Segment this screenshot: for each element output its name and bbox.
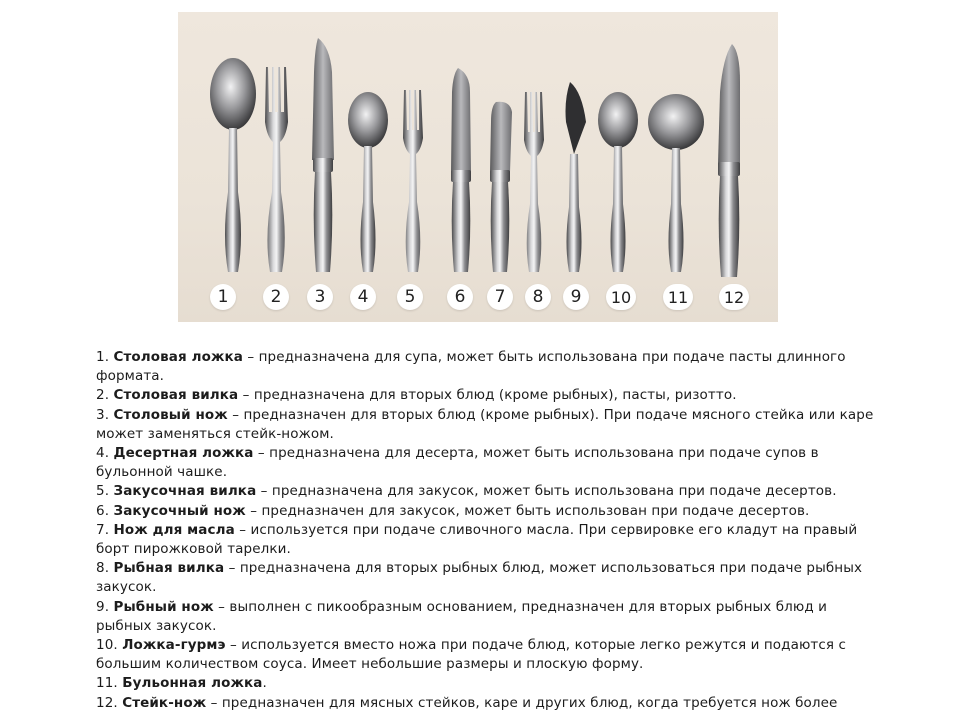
item-description: – используется вместо ножа при подаче блюд, которые легко режутся и подаются с большим количеством соуса. Имеет небольшие размеры и плоскую форму. — [96, 637, 847, 673]
list-item — [96, 559, 886, 597]
number-label: 9 — [563, 284, 589, 310]
item-name: Закусочная вилка — [113, 483, 257, 500]
item-number: 3. — [96, 406, 110, 423]
number-label: 3 — [307, 284, 333, 310]
item-number: 9. — [96, 598, 110, 615]
item-description: – предназначена для закусок, может быть использована при подаче десертов. — [256, 483, 837, 500]
list-item — [96, 444, 886, 482]
item-number: 5. — [96, 483, 110, 500]
number-label: 4 — [350, 284, 376, 310]
item-description: – предназначена для десерта, может быть использована при подаче супов в бульонной чашке. — [96, 445, 819, 481]
item-name: Десертная ложка — [113, 445, 254, 462]
item-description: – предназначен для вторых блюд (кроме рыбных). При подаче мясного стейка или каре может заменяться стейк-ножом. — [96, 406, 874, 442]
number-label: 10 — [606, 284, 636, 310]
item-description: – предназначена для вторых рыбных блюд, может использоваться при подаче рыбных закусок. — [96, 560, 863, 596]
number-label: 8 — [525, 284, 551, 310]
list-item — [96, 694, 886, 713]
number-label: 6 — [447, 284, 473, 310]
item-number: 11. — [96, 675, 118, 692]
cutlery-photo — [178, 12, 778, 322]
item-name: Столовая вилка — [113, 387, 239, 404]
item-name: Бульонная ложка — [122, 675, 263, 692]
item-description: – предназначена для вторых блюд (кроме рыбных), пасты, ризотто. — [238, 387, 737, 404]
list-item — [96, 502, 886, 521]
list-item — [96, 636, 886, 674]
item-name: Стейк-нож — [122, 694, 207, 711]
item-name: Рыбный нож — [113, 598, 214, 615]
number-label: 12 — [719, 284, 749, 310]
number-label: 5 — [397, 284, 423, 310]
item-description: – используется при подаче сливочного масла. При сервировке его кладут на правый борт пирожковой тарелки. — [96, 521, 858, 558]
number-labels — [178, 12, 778, 322]
number-label: 2 — [263, 284, 289, 310]
item-description: – предназначен для мясных стейков, каре и других блюд, когда требуется нож более — [206, 694, 838, 711]
number-label: 11 — [663, 284, 693, 310]
list-item — [96, 521, 886, 559]
list-item — [96, 482, 886, 501]
list-item — [96, 598, 886, 636]
number-label: 7 — [487, 284, 513, 310]
item-description: . — [262, 675, 267, 692]
item-number: 8. — [96, 560, 110, 577]
item-description: – предназначена для супа, может быть использована при подаче пасты длинного формата. — [96, 349, 846, 385]
item-number: 7. — [96, 521, 110, 538]
item-number: 6. — [96, 502, 110, 519]
list-item — [96, 386, 886, 405]
item-number: 4. — [96, 445, 110, 462]
item-number: 10. — [96, 637, 118, 654]
item-number: 12. — [96, 694, 118, 711]
number-label: 1 — [210, 284, 236, 310]
item-number: 2. — [96, 387, 110, 404]
item-name: Ложка-гурмэ — [122, 637, 226, 654]
item-name: Рыбная вилка — [113, 560, 225, 577]
item-name: Закусочный нож — [113, 502, 246, 519]
item-name: Нож для масла — [113, 521, 235, 538]
list-item — [96, 674, 886, 693]
item-name: Столовая ложка — [113, 349, 243, 365]
item-description: – выполнен с пикообразным основанием, предназначен для вторых рыбных блюд и рыбных закусок. — [96, 598, 828, 634]
list-item — [96, 348, 886, 386]
item-description: – предназначен для закусок, может быть использован при подаче десертов. — [245, 502, 810, 519]
list-item — [96, 406, 886, 444]
item-name: Столовый нож — [113, 406, 228, 423]
item-number: 1. — [96, 349, 110, 365]
cutlery-description-list — [96, 348, 886, 713]
